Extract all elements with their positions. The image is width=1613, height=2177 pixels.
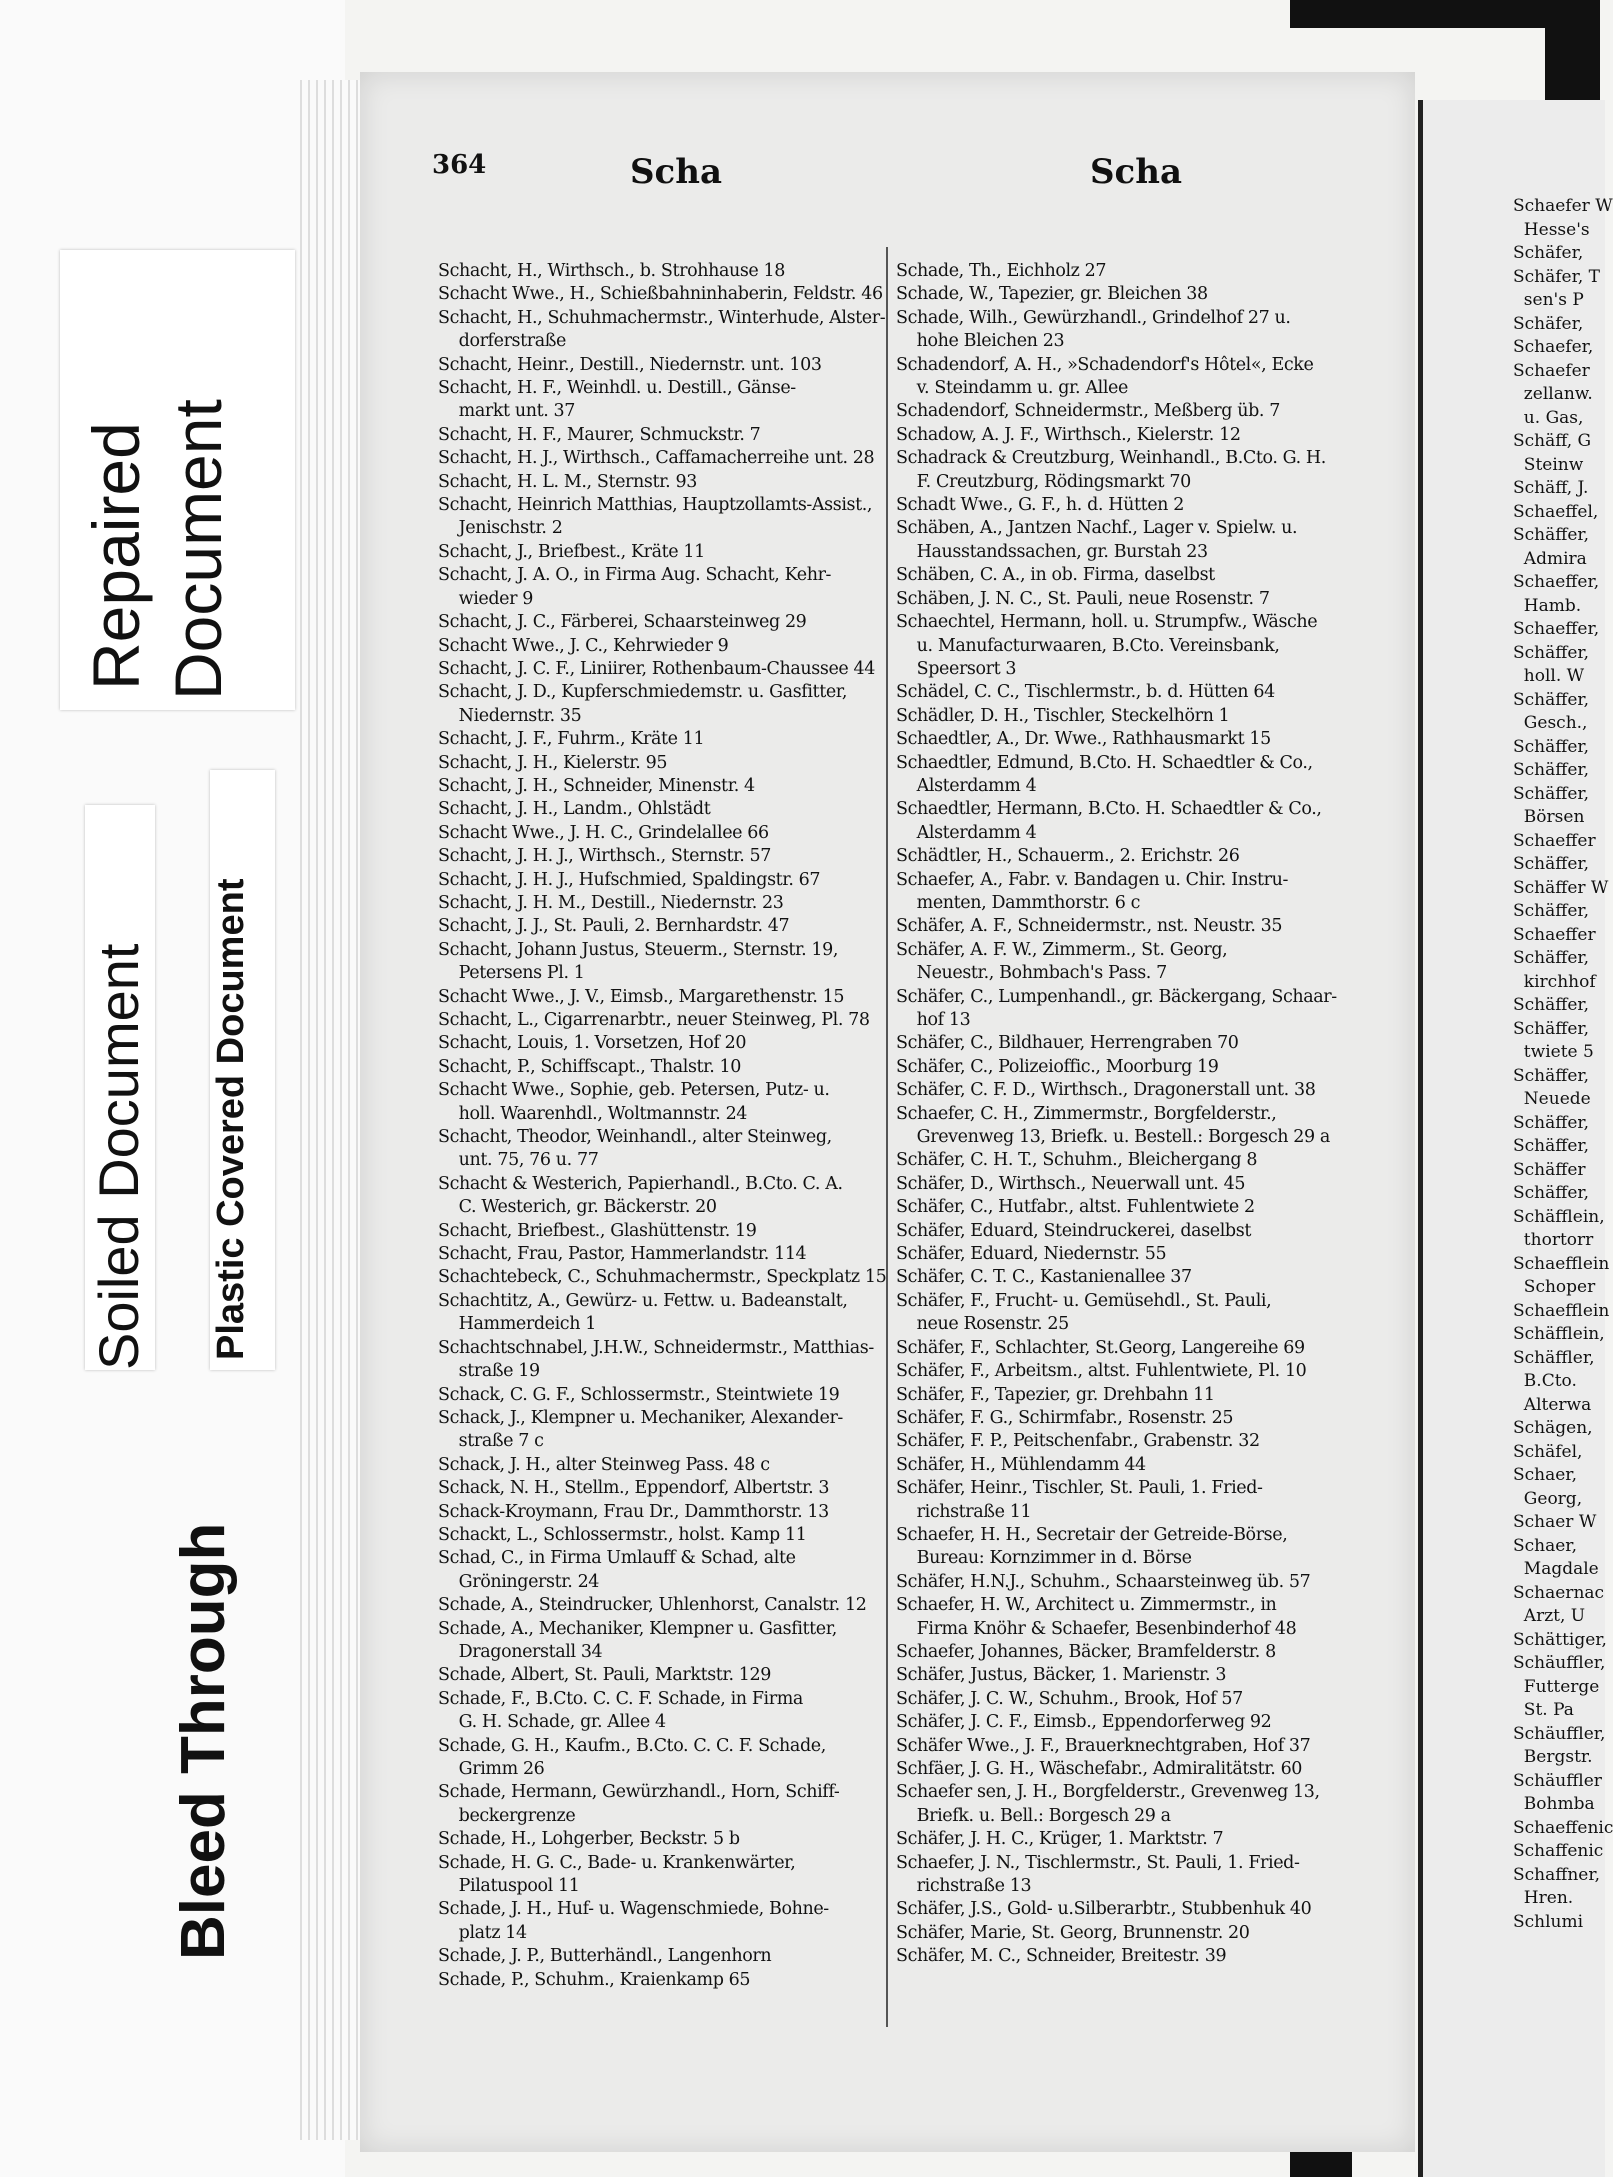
facing-page-entry: Schäffer, [1513,736,1590,757]
bleed-through-label: Bleed Through [169,1522,238,1960]
directory-entry: Schaechtel, Hermann, holl. u. Strumpfw., Wäsche [896,612,1318,633]
directory-entry: Schäfer, H.N.J., Schuhm., Schaarsteinweg üb. 57 [896,1571,1311,1592]
directory-entry: Schäfer, J. C. F., Eimsb., Eppendorferweg 92 [896,1712,1272,1733]
directory-entry: Schädler, D. H., Tischler, Steckelhörn 1 [896,705,1230,726]
directory-entry: Schäfer, F., Frucht- u. Gemüsehdl., St. Pauli, [896,1290,1272,1311]
directory-entry: Schäfer, F., Schlachter, St.Georg, Langereihe 69 [896,1337,1305,1358]
directory-entry: G. H. Schade, gr. Allee 4 [438,1712,666,1733]
facing-page-entry: Hren. [1513,1888,1574,1908]
directory-entry: Schäfer, J.S., Gold- u.Silberarbtr., Stubbenhuk 40 [896,1899,1312,1920]
facing-page-entry: Georg, [1513,1488,1583,1509]
directory-entry: Schachtitz, A., Gewürz- u. Fettw. u. Badeanstalt, [438,1290,848,1311]
directory-entry: Schäfer, C., Bildhauer, Herrengraben 70 [896,1033,1239,1054]
directory-entry: Schäfer, H., Mühlendamm 44 [896,1454,1146,1475]
facing-page [1418,100,1613,2177]
directory-entry: holl. Waarenhdl., Woltmannstr. 24 [438,1103,748,1124]
facing-page-entry: Schäffler, [1513,1347,1595,1368]
facing-page-entry: Schäffer, [1513,642,1590,663]
directory-entry: Schachtebeck, C., Schuhmachermstr., Speckplatz 15 [438,1267,887,1288]
facing-page-entry: Schägen, [1513,1418,1593,1438]
directory-entry: Grevenweg 13, Briefk. u. Bestell.: Borgesch 29 a [896,1127,1330,1148]
directory-entry: Schacht & Westerich, Papierhandl., B.Cto. C. A. [438,1173,843,1194]
directory-entry: unt. 75, 76 u. 77 [438,1150,599,1171]
directory-entry: Schädel, C. C., Tischlermstr., b. d. Hütten 64 [896,682,1275,703]
directory-entry: Schack, N. H., Stellm., Eppendorf, Albertstr. 3 [438,1478,830,1499]
directory-entry: u. Manufacturwaaren, B.Cto. Vereinsbank, [896,635,1280,656]
directory-entry: Schacht, J. C., Färberei, Schaarsteinweg 29 [438,612,807,633]
facing-page-entry: Schaeffer, [1513,619,1600,639]
facing-page-entry: Steinw [1513,454,1584,475]
directory-entry: Schack, J., Klempner u. Mechaniker, Alexander- [438,1407,843,1428]
facing-page-entry: Schaffner, [1513,1864,1601,1885]
directory-entry: Schaefer, J. N., Tischlermstr., St. Pauli, 1. Fried- [896,1852,1300,1873]
facing-page-entry: Schäff, G [1513,431,1592,451]
directory-entry: Schade, Albert, St. Pauli, Marktstr. 129 [438,1665,771,1686]
facing-page-entry: Schäffer, [1513,783,1590,804]
directory-entry: Schaefer, H. H., Secretair der Getreide-Börse, [896,1524,1288,1545]
page-edges [300,80,360,2140]
facing-page-entry: Schäffer, [1513,1018,1590,1039]
facing-page-entry: St. Pa [1513,1700,1574,1720]
directory-entry: Schack, C. G. F., Schlossermstr., Steintwiete 19 [438,1384,840,1405]
directory-entry: Schäfer, C., Polizeioffic., Moorburg 19 [896,1056,1219,1077]
directory-entry: Schack-Kroymann, Frau Dr., Dammthorstr. 13 [438,1501,829,1522]
facing-page-entry: Schäffer, [1513,525,1590,545]
directory-entry: Schackt, L., Schlossermstr., holst. Kamp 11 [438,1524,807,1545]
directory-entry: Bureau: Kornzimmer in d. Börse [896,1548,1192,1569]
directory-entry: richstraße 11 [896,1501,1032,1522]
facing-page-entry: Schaeffel, [1513,501,1599,522]
directory-entry: Schäfer, A. F., Schneidermstr., nst. Neustr. 35 [896,916,1283,937]
clamp-bar-side-top [1545,0,1600,110]
directory-entry: Schäfer, J. C. W., Schuhm., Brook, Hof 57 [896,1688,1243,1709]
book-page [360,72,1415,2152]
directory-entry: Schacht, J. A. O., in Firma Aug. Schacht, Kehr- [438,565,832,586]
directory-entry: richstraße 13 [896,1876,1032,1897]
facing-page-entry: Schäffer, [1513,1065,1590,1086]
directory-entry: straße 7 c [438,1431,544,1452]
directory-entry: Schäben, C. A., in ob. Firma, daselbst [896,565,1215,586]
facing-page-entry: Schäffer, [1513,689,1590,710]
soiled-document-label: Soiled Document [87,943,150,1370]
directory-entry: Schadendorf, Schneidermstr., Meßberg üb. 7 [896,401,1280,422]
directory-entry: Briefk. u. Bell.: Borgesch 29 a [896,1805,1171,1826]
facing-page-entry: Schäfer, [1513,243,1584,263]
facing-page-column [1513,195,1613,1934]
directory-entry: Schacht, J. C. F., Liniirer, Rothenbaum-Chaussee 44 [438,658,876,679]
directory-entry: Schade, F., B.Cto. C. C. F. Schade, in Firma [438,1688,803,1709]
directory-entry: Schacht, J. J., St. Pauli, 2. Bernhardstr. 47 [438,916,790,937]
directory-entry: Schad, C., in Firma Umlauff & Schad, alte [438,1548,796,1569]
directory-entry: Schadow, A. J. F., Wirthsch., Kielerstr. 12 [896,424,1241,445]
directory-entry: Schacht, J. D., Kupferschmiedemstr. u. Gasfitter, [438,682,847,703]
facing-page-entry: twiete 5 [1513,1042,1594,1062]
facing-page-entry: Schäffer, [1513,1136,1590,1156]
directory-entry: Firma Knöhr & Schaefer, Besenbinderhof 48 [896,1618,1297,1639]
facing-page-entry: sen's P [1513,290,1584,310]
directory-entry: Petersens Pl. 1 [438,963,585,984]
directory-entry: Niedernstr. 35 [438,705,582,726]
facing-page-entry: Schäfer, [1513,313,1584,334]
facing-page-entry: holl. W [1513,666,1585,686]
directory-entry: Schadrack & Creutzburg, Weinhandl., B.Cto. G. H. [896,448,1326,469]
directory-entry: Schäfer, F. G., Schirmfabr., Rosenstr. 25 [896,1407,1234,1428]
directory-entry: Schaefer, C. H., Zimmermstr., Borgfelderstr., [896,1103,1277,1124]
directory-entry: dorferstraße [438,331,567,352]
directory-entry: Schäfer, C., Hutfabr., altst. Fuhlentwiete 2 [896,1197,1255,1218]
facing-page-entry: Schäffer, [1513,854,1590,874]
running-head-left: Scha [630,152,723,192]
facing-page-entry: Schaer, [1513,1465,1577,1485]
facing-page-entry: Schäuffler [1513,1770,1602,1791]
directory-entry: Schacht Wwe., Sophie, geb. Petersen, Putz- u. [438,1080,830,1101]
directory-entry: Schäfer, D., Wirthsch., Neuerwall unt. 45 [896,1173,1246,1194]
running-head-right: Scha [1090,152,1183,192]
directory-entry: Schadt Wwe., G. F., h. d. Hütten 2 [896,495,1184,516]
facing-page-entry: Schaeffer [1513,830,1596,851]
directory-entry: menten, Dammthorstr. 6 c [896,892,1140,913]
directory-entry: Schäfer, Heinr., Tischler, St. Pauli, 1. Fried- [896,1478,1263,1499]
directory-entry: Schade, J. P., Butterhändl., Langenhorn [438,1946,772,1967]
directory-entry: straße 19 [438,1361,540,1382]
directory-entry: Grimm 26 [438,1759,545,1779]
directory-entry: Schäben, A., Jantzen Nachf., Lager v. Spielw. u. [896,518,1298,539]
directory-entry: Schacht, Frau, Pastor, Hammerlandstr. 114 [438,1244,807,1265]
directory-entry: Hausstandssachen, gr. Burstah 23 [896,541,1208,562]
directory-entry: Schacht, J. H. J., Hufschmied, Spaldingstr. 67 [438,869,821,890]
facing-page-entry: kirchhof [1513,971,1596,992]
directory-entry: Schacht, J. F., Fuhrm., Kräte 11 [438,729,705,750]
directory-column-right [896,260,1376,1969]
facing-page-entry: Arzt, U [1513,1606,1586,1626]
directory-entry: Schäfer, C., Lumpenhandl., gr. Bäckergang, Schaar- [896,986,1337,1007]
facing-page-entry: Neuede [1513,1089,1591,1109]
directory-entry: Schaedtler, Hermann, B.Cto. H. Schaedtler & Co., [896,799,1322,820]
directory-entry: Schäfer, M. C., Schneider, Breitestr. 39 [896,1946,1227,1967]
directory-entry: Schachtschnabel, J.H.W., Schneidermstr., Matthias- [438,1337,874,1358]
directory-entry: Schacht, J. H., Landm., Ohlstädt [438,799,711,820]
directory-entry: Schäfer, F., Tapezier, gr. Drehbahn 11 [896,1384,1215,1405]
facing-page-entry: Hamb. [1513,595,1582,616]
facing-page-entry: Alterwa [1513,1394,1592,1415]
facing-page-entry: Schäffer, [1513,948,1590,968]
facing-page-entry: Schlumi [1513,1911,1584,1932]
facing-page-entry: Schoper [1513,1277,1596,1297]
facing-page-entry: Schäffer, [1513,1112,1590,1133]
directory-entry: Schäfer, C. T. C., Kastanienallee 37 [896,1267,1192,1288]
directory-entry: Schacht, P., Schiffscapt., Thalstr. 10 [438,1056,742,1077]
facing-page-entry: Schaefer, [1513,337,1594,357]
directory-entry: markt unt. 37 [438,401,576,422]
directory-entry: Schacht, H., Wirthsch., b. Strohhause 18 [438,261,786,281]
directory-entry: Schacht Wwe., H., Schießbahninhaberin, Feldstr. 46 [438,284,883,305]
facing-page-entry: Schaefer W [1513,196,1613,216]
directory-entry: Schäfer, Eduard, Niedernstr. 55 [896,1244,1167,1265]
plastic-covered-label: Plastic Covered Document [210,878,252,1360]
facing-page-entry: Schättiger, [1513,1629,1607,1650]
directory-entry: Schacht, H. L. M., Sternstr. 93 [438,471,697,492]
directory-entry: Schade, G. H., Kaufm., B.Cto. C. C. F. Schade, [438,1735,826,1756]
directory-entry: Schacht Wwe., J. C., Kehrwieder 9 [438,635,729,656]
facing-page-entry: Schäfflein, [1513,1324,1605,1344]
facing-page-entry: Schaer W [1513,1512,1597,1532]
directory-entry: Schacht, H. F., Weinhdl. u. Destill., Gänse- [438,378,796,399]
repaired-label: Repaired [79,422,153,690]
directory-entry: Schade, W., Tapezier, gr. Bleichen 38 [896,284,1208,305]
directory-entry: Schaedtler, Edmund, B.Cto. H. Schaedtler & Co., [896,752,1313,773]
directory-entry: Schade, J. H., Huf- u. Wagenschmiede, Bohne- [438,1899,829,1920]
directory-entry: Schaedtler, A., Dr. Wwe., Rathhausmarkt 15 [896,729,1271,750]
facing-page-entry: Schäfflein, [1513,1206,1605,1227]
directory-entry: Schade, H., Lohgerber, Beckstr. 5 b [438,1829,740,1850]
directory-entry: Dragonerstall 34 [438,1641,603,1662]
directory-entry: Schade, Th., Eichholz 27 [896,261,1107,281]
directory-entry: Alsterdamm 4 [896,775,1037,796]
directory-entry: Schade, P., Schuhm., Kraienkamp 65 [438,1969,751,1990]
directory-entry: hof 13 [896,1010,971,1030]
directory-entry: Schade, Hermann, Gewürzhandl., Horn, Schiff- [438,1782,840,1803]
facing-page-entry: Schäuffler, [1513,1723,1606,1744]
directory-entry: Schade, H. G. C., Bade- u. Krankenwärter, [438,1852,796,1873]
facing-page-entry: B.Cto. [1513,1371,1577,1391]
facing-page-entry: Schaeffer, [1513,572,1600,592]
column-divider [886,247,888,2027]
facing-page-entry: Schaefflein [1513,1253,1610,1274]
directory-entry: Schäfer, C. H. T., Schuhm., Bleichergang 8 [896,1150,1258,1171]
directory-entry: Schacht, J., Briefbest., Kräte 11 [438,541,705,562]
directory-entry: Schack, J. H., alter Steinweg Pass. 48 c [438,1454,770,1475]
facing-page-entry: Schaefer [1513,360,1590,381]
directory-entry: Schäfer, J. H. C., Krüger, 1. Marktstr. 7 [896,1829,1224,1850]
facing-page-entry: Bohmba [1513,1794,1595,1814]
facing-page-entry: Schäfer, T [1513,266,1601,287]
directory-entry: Schacht, Johann Justus, Steuerm., Sternstr. 19, [438,939,839,960]
directory-entry: Schacht, Heinr., Destill., Niedernstr. unt. 103 [438,354,822,375]
facing-page-entry: Schaernac [1513,1582,1605,1603]
directory-entry: Schaefer, A., Fabr. v. Bandagen u. Chir. Instru- [896,869,1289,890]
facing-page-entry: Bergstr. [1513,1747,1593,1767]
facing-page-entry: Schäffer, [1513,995,1590,1015]
directory-entry: Schade, A., Steindrucker, Uhlenhorst, Canalstr. 12 [438,1595,867,1616]
directory-entry: Neuestr., Bohmbach's Pass. 7 [896,963,1167,984]
facing-page-entry: Schaer, [1513,1535,1577,1556]
directory-entry: Schaefer, Johannes, Bäcker, Bramfelderstr. 8 [896,1641,1276,1662]
facing-page-entry: Schäffer, [1513,1183,1590,1203]
facing-page-entry: Schäfel, [1513,1441,1583,1462]
directory-entry: Speersort 3 [896,658,1017,679]
facing-page-entry: u. Gas, [1513,407,1584,428]
directory-entry: Schacht, H. F., Maurer, Schmuckstr. 7 [438,424,761,445]
facing-page-entry: Schäffer W [1513,877,1609,898]
facing-page-entry: Schaeffenic [1513,1817,1613,1838]
directory-entry: Schäfer, F. P., Peitschenfabr., Grabenstr. 32 [896,1431,1260,1452]
directory-entry: Schacht, J. H., Schneider, Minenstr. 4 [438,775,755,796]
directory-entry: Schäfer, Marie, St. Georg, Brunnenstr. 20 [896,1922,1250,1943]
directory-entry: Schacht, H., Schuhmachermstr., Winterhude, Alster- [438,307,886,328]
directory-entry: F. Creutzburg, Rödingsmarkt 70 [896,471,1191,492]
directory-entry: Schäfer, A. F. W., Zimmerm., St. Georg, [896,939,1228,960]
facing-page-entry: Schaffenic [1513,1841,1604,1861]
facing-page-entry: Schäuffler, [1513,1653,1606,1673]
directory-entry: Schäfer Wwe., J. F., Brauerknechtgraben, Hof 37 [896,1735,1311,1756]
facing-page-entry: Schäffer, [1513,901,1590,921]
facing-page-entry: Schäff, J. [1513,478,1589,498]
facing-page-entry: Hesse's [1513,219,1590,240]
directory-entry: Schädtler, H., Schauerm., 2. Erichstr. 26 [896,846,1240,867]
facing-page-entry: Admira [1513,548,1587,569]
directory-entry: Schaefer, H. W., Architect u. Zimmermstr., in [896,1595,1277,1616]
directory-entry: Schacht, Heinrich Matthias, Hauptzollamts-Assist., [438,495,873,516]
facing-page-entry: Schäffer [1513,1159,1586,1180]
directory-entry: Schade, A., Mechaniker, Klempner u. Gasfitter, [438,1618,837,1639]
directory-entry: Schäben, J. N. C., St. Pauli, neue Rosenstr. 7 [896,588,1270,609]
facing-page-entry: Futterge [1513,1676,1600,1697]
directory-entry: Schade, Wilh., Gewürzhandl., Grindelhof 27 u. [896,307,1291,328]
directory-entry: Schacht, Briefbest., Glashüttenstr. 19 [438,1220,757,1241]
directory-entry: Schacht, Louis, 1. Vorsetzen, Hof 20 [438,1033,747,1054]
directory-entry: Gröningerstr. 24 [438,1571,600,1592]
document-label: Document [161,399,235,700]
directory-entry: Schäfer, Justus, Bäcker, 1. Marienstr. 3 [896,1665,1227,1686]
directory-entry: Pilatuspool 11 [438,1876,580,1897]
directory-entry: Schacht, J. H. J., Wirthsch., Sternstr. 57 [438,846,771,867]
directory-entry: Schacht, Theodor, Weinhandl., alter Steinweg, [438,1127,832,1148]
directory-entry: Schaefer sen, J. H., Borgfelderstr., Grevenweg 13, [896,1782,1320,1803]
directory-entry: Schacht, L., Cigarrenarbtr., neuer Steinweg, Pl. 78 [438,1010,870,1030]
directory-entry: Schäfer, C. F. D., Wirthsch., Dragonerstall unt. 38 [896,1080,1316,1101]
facing-page-entry: Börsen [1513,807,1585,827]
directory-entry: Schadendorf, A. H., »Schadendorf's Hôtel«, Ecke [896,354,1314,375]
directory-entry: platz 14 [438,1922,527,1943]
facing-page-entry: Schaeffer [1513,924,1596,945]
directory-entry: wieder 9 [438,588,534,609]
directory-entry: Schacht, J. H. M., Destill., Niedernstr. 23 [438,892,784,913]
page-number: 364 [432,150,487,180]
directory-entry: Schäfer, F., Arbeitsm., altst. Fuhlentwiete, Pl. 10 [896,1361,1307,1382]
directory-entry: Schacht Wwe., J. H. C., Grindelallee 66 [438,822,769,843]
facing-page-entry: thortorr [1513,1230,1594,1250]
directory-entry: Schacht Wwe., J. V., Eimsb., Margarethenstr. 15 [438,986,845,1007]
directory-entry: Schfäer, J. G. H., Wäschefabr., Admiralitätstr. 60 [896,1759,1303,1779]
directory-entry: Hammerdeich 1 [438,1314,596,1335]
directory-entry: beckergrenze [438,1805,576,1826]
directory-entry: Jenischstr. 2 [438,518,563,539]
directory-entry: hohe Bleichen 23 [896,331,1065,352]
facing-page-entry: Magdale [1513,1559,1599,1579]
directory-column-left [438,260,918,1992]
directory-entry: Schacht, H. J., Wirthsch., Caffamacherreihe unt. 28 [438,448,875,469]
facing-page-entry: zellanw. [1513,384,1593,404]
directory-entry: C. Westerich, gr. Bäckerstr. 20 [438,1197,717,1218]
facing-page-entry: Schäffer, [1513,760,1590,780]
directory-entry: Alsterdamm 4 [896,822,1037,843]
directory-entry: Schacht, J. H., Kielerstr. 95 [438,752,668,773]
directory-entry: v. Steindamm u. gr. Allee [896,378,1128,399]
facing-page-entry: Schaefflein [1513,1300,1610,1321]
directory-entry: neue Rosenstr. 25 [896,1314,1069,1335]
directory-entry: Schäfer, Eduard, Steindruckerei, daselbst [896,1220,1251,1241]
facing-page-entry: Gesch., [1513,713,1588,733]
